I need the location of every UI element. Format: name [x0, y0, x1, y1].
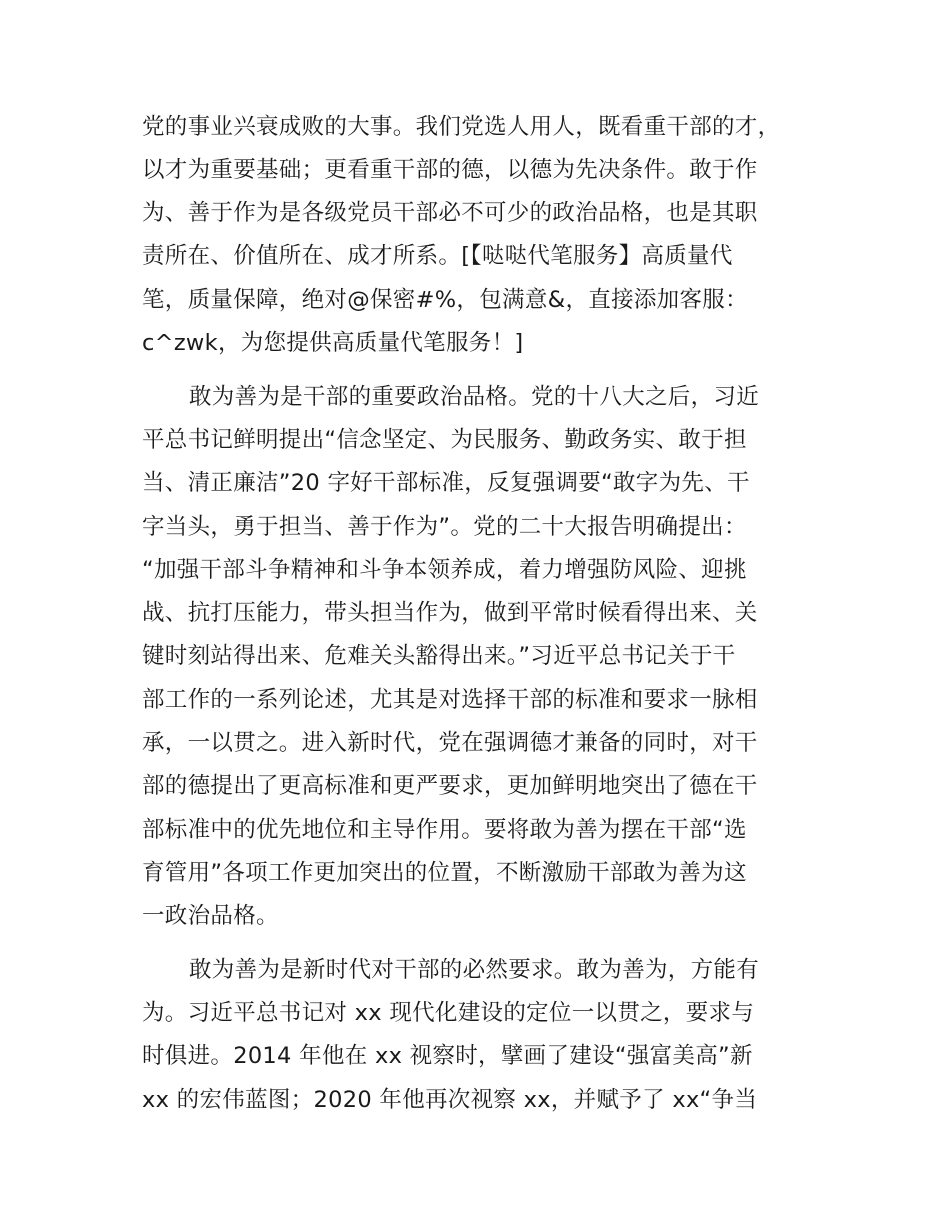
text-line: 党的事业兴衰成败的大事。我们党选人用人，既看重干部的才，: [142, 114, 781, 140]
text-line: 战、抗打压能力，带头担当作为，做到平常时候看得出来、关: [142, 600, 758, 626]
paragraph-first-line: 敢为善为是干部的重要政治品格。党的十八大之后，习近: [189, 384, 760, 410]
text-line: 键时刻站得出来、危难关头豁得出来。”习近平总书记关于干: [142, 643, 736, 669]
text-line: 以才为重要基础；更看重干部的德，以德为先决条件。敢于作: [142, 157, 758, 183]
text-line: 部标准中的优先地位和主导作用。要将敢为善为摆在干部“选: [142, 817, 747, 843]
text-line: 时俱进。2014 年他在 xx 视察时，擘画了建设“强富美高”新: [142, 1043, 753, 1069]
text-line: 承，一以贯之。进入新时代，党在强调德才兼备的同时，对干: [142, 730, 758, 756]
text-line: 部工作的一系列论述，尤其是对选择干部的标准和要求一脉相: [142, 687, 758, 713]
text-line: “加强干部斗争精神和斗争本领养成，着力增强防风险、迎挑: [142, 557, 747, 583]
text-line: 为、善于作为是各级党员干部必不可少的政治品格，也是其职: [142, 200, 758, 226]
text-line: 部的德提出了更高标准和更严要求，更加鲜明地突出了德在干: [142, 773, 758, 799]
text-line: 责所在、价值所在、成才所系。[【哒哒代笔服务】高质量代: [142, 243, 733, 269]
text-line: 平总书记鲜明提出“信念坚定、为民服务、勤政务实、敢于担: [142, 427, 747, 453]
text-line: 当、清正廉洁”20 字好干部标准，反复强调要“敢字为先、干: [142, 470, 750, 496]
text-line: 字当头，勇于担当、善于作为”。党的二十大报告明确提出：: [142, 514, 747, 540]
text-line: xx 的宏伟蓝图；2020 年他再次视察 xx，并赋予了 xx“争当: [142, 1087, 758, 1113]
text-line: 笔，质量保障，绝对@保密#%，包满意&，直接添加客服：: [142, 287, 748, 313]
text-line: 育管用”各项工作更加突出的位置，不断激励干部敢为善为这: [142, 860, 747, 886]
paragraph-first-line: 敢为善为是新时代对干部的必然要求。敢为善为，方能有: [189, 957, 760, 983]
text-line: c^zwk，为您提供高质量代笔服务！]: [142, 330, 524, 356]
text-line: 为。习近平总书记对 xx 现代化建设的定位一以贯之，要求与: [142, 1000, 755, 1026]
text-line: 一政治品格。: [142, 903, 279, 929]
